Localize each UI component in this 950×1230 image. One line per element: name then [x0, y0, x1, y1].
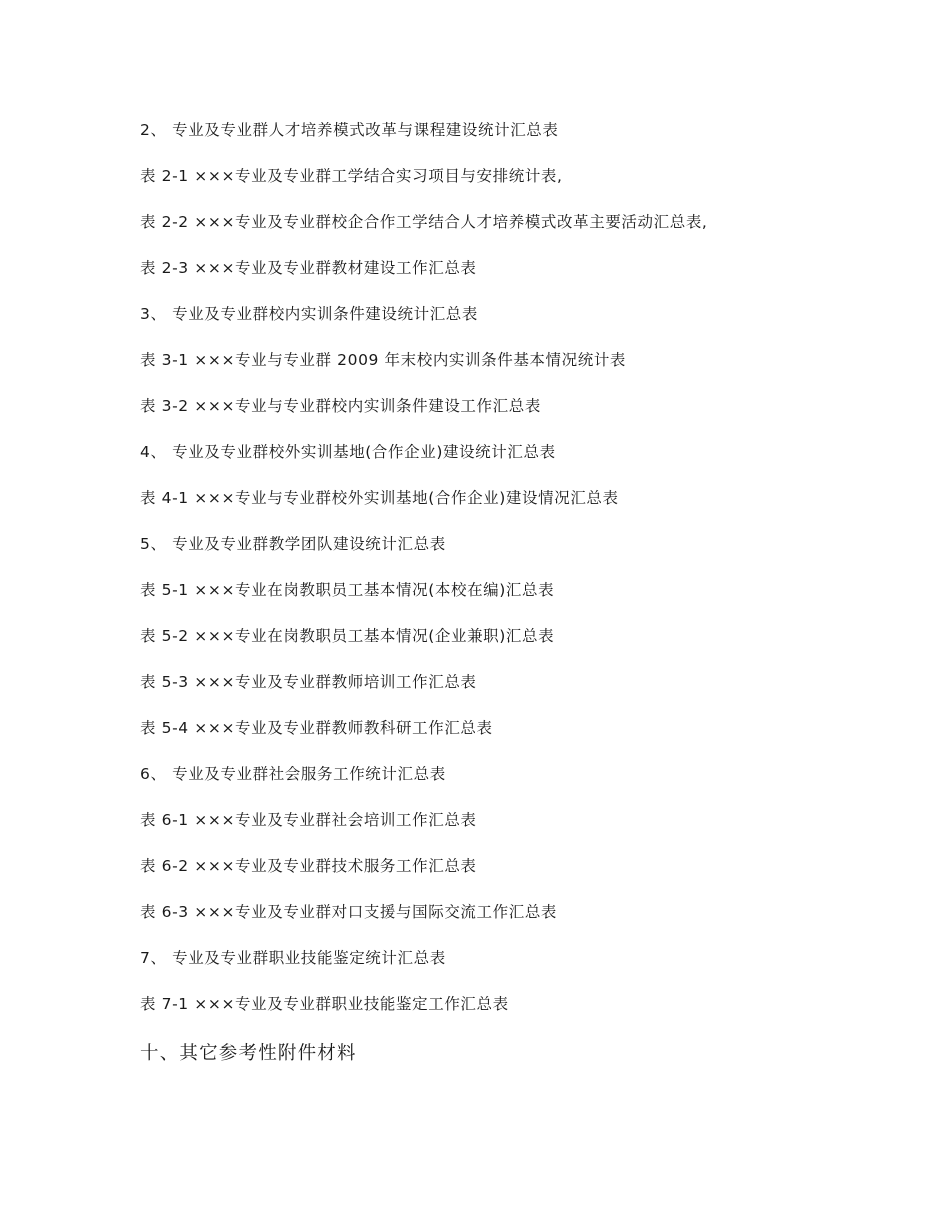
table-6-1-entry: 表 6-1 ×××专业及专业群社会培训工作汇总表: [140, 811, 477, 829]
table-3-2-entry: 表 3-2 ×××专业与专业群校内实训条件建设工作汇总表: [140, 397, 541, 415]
table-3-1-entry: 表 3-1 ×××专业与专业群 2009 年末校内实训条件基本情况统计表: [140, 351, 627, 369]
table-4-1-entry: 表 4-1 ×××专业与专业群校外实训基地(合作企业)建设情况汇总表: [140, 489, 619, 507]
table-6-2-entry: 表 6-2 ×××专业及专业群技术服务工作汇总表: [140, 857, 477, 875]
table-2-1-entry: 表 2-1 ×××专业及专业群工学结合实习项目与安排统计表,: [140, 167, 563, 185]
table-5-1-entry: 表 5-1 ×××专业在岗教职员工基本情况(本校在编)汇总表: [140, 581, 555, 599]
section-2-title: 2、 专业及专业群人才培养模式改革与课程建设统计汇总表: [140, 121, 559, 139]
table-5-3-entry: 表 5-3 ×××专业及专业群教师培训工作汇总表: [140, 673, 477, 691]
table-6-3-entry: 表 6-3 ×××专业及专业群对口支援与国际交流工作汇总表: [140, 903, 558, 921]
table-2-3-entry: 表 2-3 ×××专业及专业群教材建设工作汇总表: [140, 259, 477, 277]
table-7-1-entry: 表 7-1 ×××专业及专业群职业技能鉴定工作汇总表: [140, 995, 509, 1013]
section-6-title: 6、 专业及专业群社会服务工作统计汇总表: [140, 765, 446, 783]
chapter-10-heading: 十、其它参考性附件材料: [140, 1043, 357, 1064]
section-7-title: 7、 专业及专业群职业技能鉴定统计汇总表: [140, 949, 446, 967]
document-body: [140, 118, 900, 1088]
table-2-2-entry: 表 2-2 ×××专业及专业群校企合作工学结合人才培养模式改革主要活动汇总表,: [140, 213, 708, 231]
section-4-title: 4、 专业及专业群校外实训基地(合作企业)建设统计汇总表: [140, 443, 556, 461]
section-5-title: 5、 专业及专业群教学团队建设统计汇总表: [140, 535, 446, 553]
table-5-4-entry: 表 5-4 ×××专业及专业群教师教科研工作汇总表: [140, 719, 493, 737]
section-3-title: 3、 专业及专业群校内实训条件建设统计汇总表: [140, 305, 478, 323]
table-5-2-entry: 表 5-2 ×××专业在岗教职员工基本情况(企业兼职)汇总表: [140, 627, 555, 645]
